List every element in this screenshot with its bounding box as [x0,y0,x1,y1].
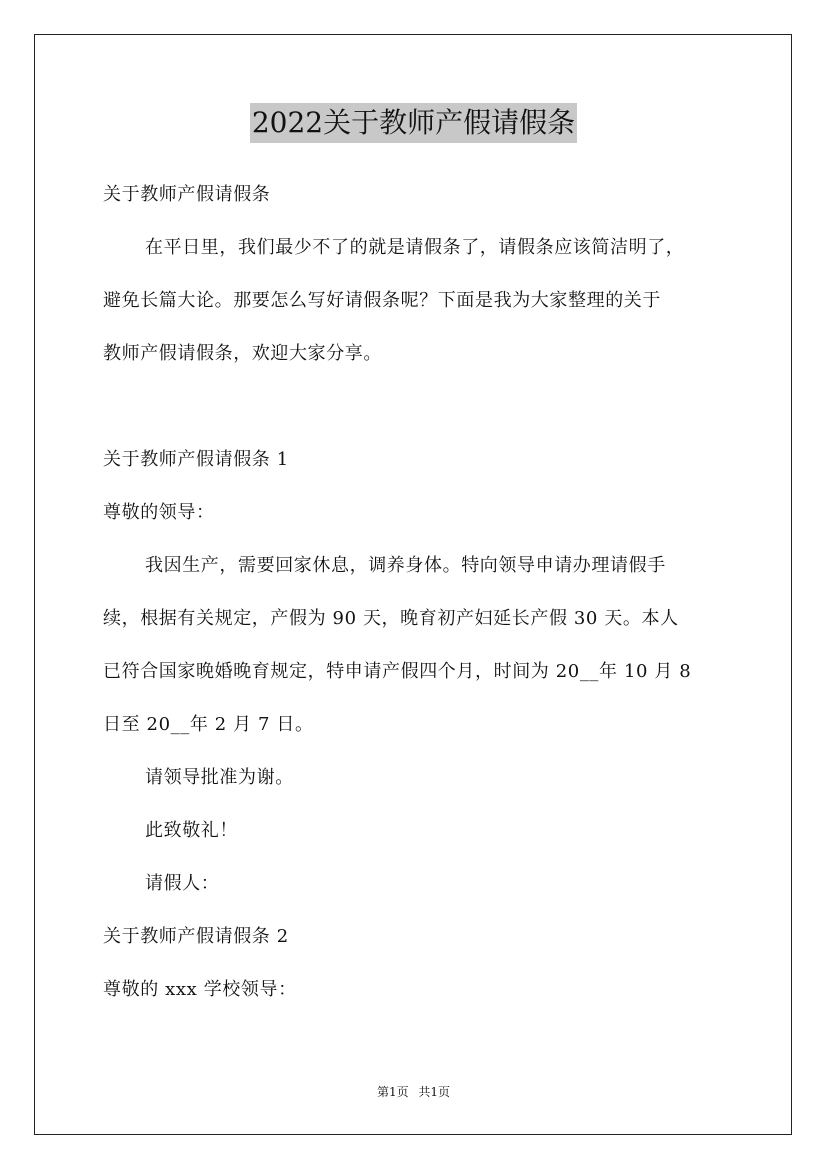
document-title: 2022关于教师产假请假条 [250,103,577,143]
text-line: 关于教师产假请假条 [103,184,271,205]
text-line: 在平日里，我们最少不了的就是请假条了，请假条应该简洁明了， [145,237,685,258]
page-number: 第1页 [376,1085,409,1099]
document-body [103,168,743,1016]
title-container [0,103,827,143]
text-line: 此致敬礼！ [145,820,238,841]
text-line: 关于教师产假请假条 2 [103,926,289,947]
text-line: 请领导批准为谢。 [145,767,294,788]
page-footer [0,1083,827,1101]
blank-line [103,380,743,433]
text-line: 关于教师产假请假条 1 [103,449,289,470]
text-line: 续，根据有关规定，产假为 90 天，晚育初产妇延长产假 30 天。本人 [103,608,679,629]
text-line: 已符合国家晚婚晚育规定，特申请产假四个月，时间为 20__年 10 月 8 [103,661,692,682]
text-line: 日至 20__年 2 月 7 日。 [103,714,314,735]
text-line: 尊敬的领导： [103,502,215,523]
text-line: 避免长篇大论。那要怎么写好请假条呢？下面是我为大家整理的关于 [103,290,661,311]
text-line: 我因生产，需要回家休息，调养身体。特向领导申请办理请假手 [145,555,666,576]
text-line: 尊敬的 xxx 学校领导： [103,979,297,1000]
page-total: 共1页 [418,1085,451,1099]
text-line: 请假人： [145,873,220,894]
text-line: 教师产假请假条，欢迎大家分享。 [103,343,382,364]
